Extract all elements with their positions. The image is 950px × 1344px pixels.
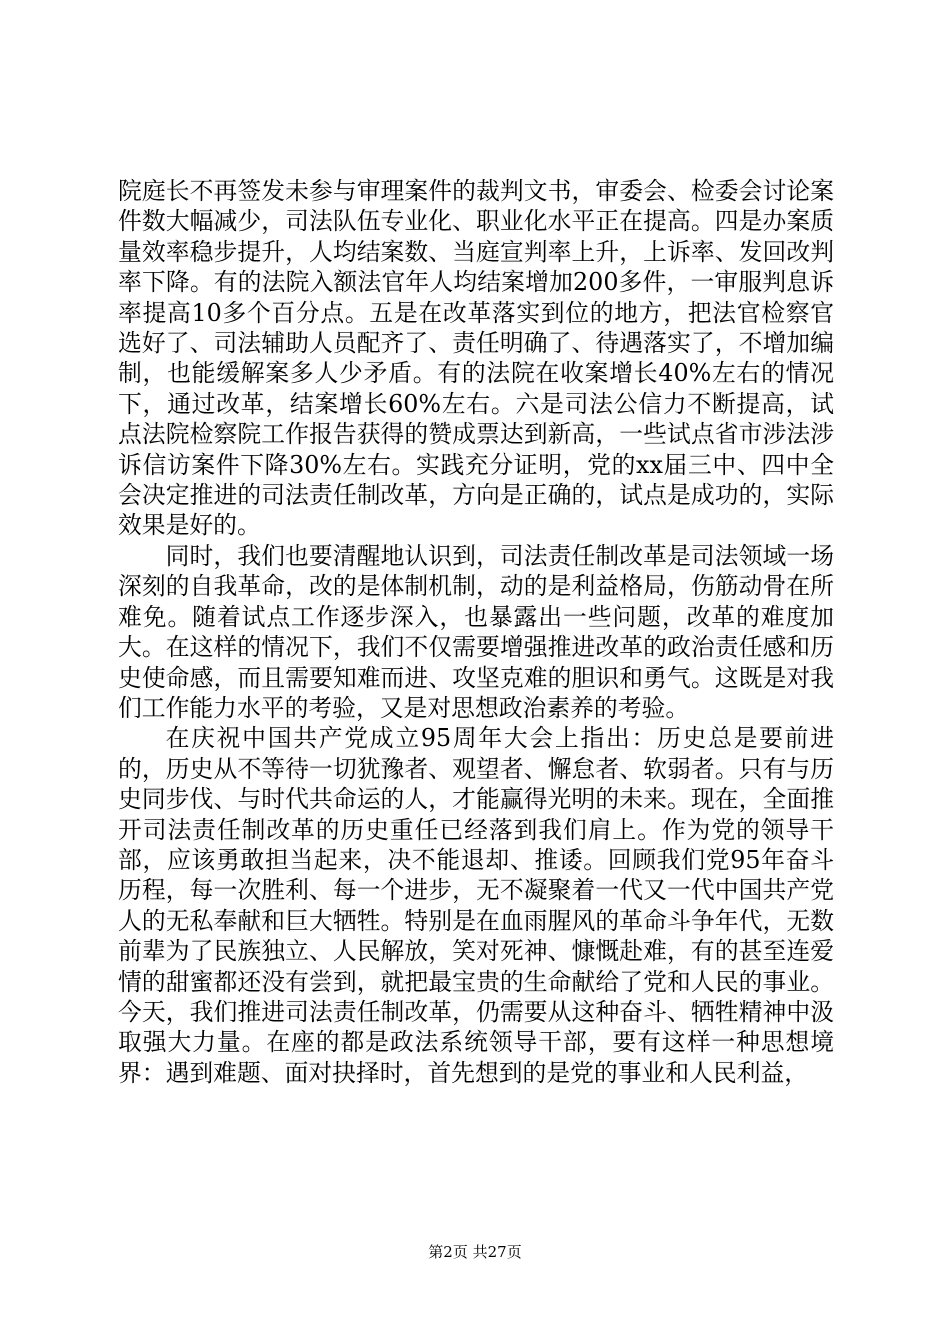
page-number-label: 第2页 共27页 [428, 1243, 522, 1261]
paragraph-1: 院庭长不再签发未参与审理案件的裁判文书，审委会、检委会讨论案件数大幅减少，司法队伍专业化、职业化水平正在提高。四是办案质量效率稳步提升，人均结案数、当庭宣判率上升，上诉率、发回改判率下降。有的法院入额法官年人均结案增加200多件，一审服判息诉率提高10多个百分点。五是在改革落实到位的地方，把法官检察官选好了、司法辅助人员配齐了、责任明确了、待遇落实了，不增加编制，也能缓解案多人少矛盾。有的法院在收案增长40%左右的情况下，通过改革，结案增长60%左右。六是司法公信力不断提高，试点法院检察院工作报告获得的赞成票达到新高，一些试点省市涉法涉诉信访案件下降30%左右。实践充分证明，党的xx届三中、四中全会决定推进的司法责任制改革，方向是正确的，试点是成功的，实际效果是好的。 [118, 177, 834, 540]
page-footer [0, 1242, 950, 1262]
paragraph-3: 在庆祝中国共产党成立95周年大会上指出：历史总是要前进的，历史从不等待一切犹豫者、观望者、懈怠者、软弱者。只有与历史同步伐、与时代共命运的人，才能赢得光明的未来。现在，全面推开司法责任制改革的历史重任已经落到我们肩上。作为党的领导干部，应该勇敢担当起来，决不能退却、推诿。回顾我们党95年奋斗历程，每一次胜利、每一个进步，无不凝聚着一代又一代中国共产党人的无私奉献和巨大牺牲。特别是在血雨腥风的革命斗争年代，无数前辈为了民族独立、人民解放，笑对死神、慷慨赴难，有的甚至连爱情的甜蜜都还没有尝到，就把最宝贵的生命献给了党和人民的事业。今天，我们推进司法责任制改革，仍需要从这种奋斗、牺牲精神中汲取强大力量。在座的都是政法系统领导干部，要有这样一种思想境界：遇到难题、面对抉择时，首先想到的是党的事业和人民利益， [118, 724, 834, 1087]
document-body [118, 176, 834, 1088]
paragraph-2: 同时，我们也要清醒地认识到，司法责任制改革是司法领域一场深刻的自我革命，改的是体制机制，动的是利益格局，伤筋动骨在所难免。随着试点工作逐步深入，也暴露出一些问题，改革的难度加大。在这样的情况下，我们不仅需要增强推进改革的政治责任感和历史使命感，而且需要知难而进、攻坚克难的胆识和勇气。这既是对我们工作能力水平的考验，又是对思想政治素养的考验。 [118, 541, 834, 722]
